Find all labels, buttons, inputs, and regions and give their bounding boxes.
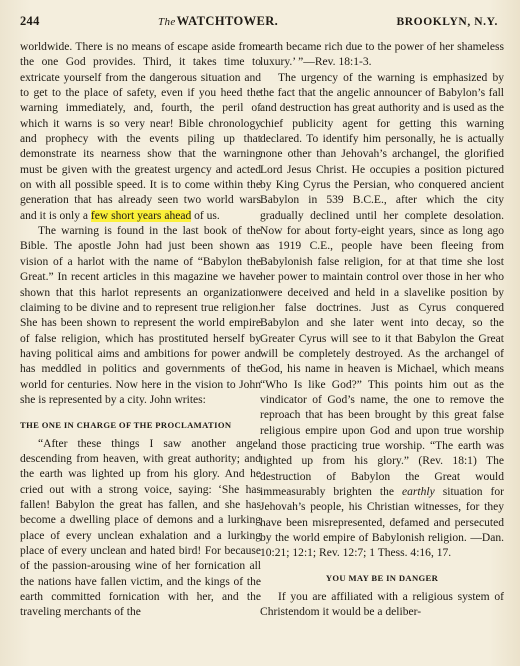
section-heading-proclamation: THE ONE IN CHARGE OF THE PROCLAMATION xyxy=(20,420,232,431)
publication-location: BROOKLYN, N.Y. xyxy=(396,16,498,28)
paragraph-1-text: worldwide. There is no means of escape aside from the one God provides. Third, it takes time to extricate yourself from the dangerous situation and to get to the place of safety, even if you heed the warning immediately, and, fourth, the peril of which it warns is so very near! Bible chronology and prophecy with the events piling up that demonstrate its nearness show that the warning must be given with the greatest urgency and acted on with all possible speed. It is to come within the generation that has already seen two world wars and it is only a xyxy=(20,41,261,222)
left-column xyxy=(20,40,261,621)
section-heading-danger: YOU MAY BE IN DANGER xyxy=(325,572,439,583)
page-number: 244 xyxy=(20,14,40,28)
masthead-the: The xyxy=(157,16,176,28)
paragraph-urgency xyxy=(260,71,504,562)
italic-word: earthly xyxy=(402,485,435,498)
highlighted-phrase: few short years ahead xyxy=(90,209,192,222)
masthead-title xyxy=(158,14,278,29)
paragraph-3: “After these things I saw another angel descending from heaven, with great authority; and the earth was lighted up from his glory. And he cried out with a strong voice, saying: ‘She has fallen! Babylon the great has fallen, and she has become a dwelling place of demons and a lurking place of every unclean exhalation and a lurking place of every unclean and hated bird! For because of the passion-arousing wine of her fornication all the nations have fallen victim, and the kings of the earth committed fornication with her, and the traveling merchants of the xyxy=(20,437,261,619)
right-column xyxy=(260,40,504,621)
paragraph-1 xyxy=(20,40,261,224)
paragraph-urgency-text: The urgency of the warning is emphasized by the fact that the angelic announcer of Babylon’s fall and destruction has great authority and is used as the chief publicity agent for getting this warning declared. To identify him personally, he is actually none other than Jehovah’s archangel, the glorified Lord Jesus Christ. He occupies a position pictured by King Cyrus the Persian, who conquered ancient Babylon in 539 B.C.E., after which the city gradually declined until her complete desolation. Now for about forty-eight years, since as long ago as 1919 C.E., people have been fleeing from Babylonish false religion, for at that time she lost her power to maintain control over those in her who were deceived and held in a slavelike position by her false doctrines. Just as Cyrus conquered Babylon and she later went into decay, so the Greater Cyrus will see to it that Babylon the Great will be completely destroyed. As the archangel of God, his name in heaven is Michael, which means “Who Is like God?” This points him out as the vindicator of God’s name, the one to remove the reproach that has been brought by this great false religious empire upon God and upon true worship and those practicing true worship. “The earth was lighted up from his glory.” (Rev. 18:1) The destruction of Babylon the Great would immeasurably brighten the xyxy=(260,71,504,498)
paragraph-danger: If you are affiliated with a religious system of Christendom it would be a deliber- xyxy=(260,591,504,619)
page-header xyxy=(20,14,498,30)
paragraph-2: The warning is found in the last book of the Bible. The apostle John had just been shown a vision of a harlot with the name of “Babylon the Great.” In recent articles in this magazine we have shown that this harlot represents an organization claiming to be divine and to represent true religion. She has been shown to represent the world empire of false religion, which has prostituted herself by having political aims and ambitions for power and has meddled in politics and governments of the world for centuries. Now here in the vision to John she is represented by a city. John writes: xyxy=(20,225,261,406)
paragraph-continued: earth became rich due to the power of her shameless luxury.’ ”—Rev. 18:1-3. xyxy=(260,41,504,69)
masthead-name: WATCHTOWER. xyxy=(176,14,279,28)
paragraph-1-end: of us. xyxy=(194,209,220,222)
paragraph-urgency-end: situation for Jehovah’s people, his Christian witnesses, for they have been misrepresented, defamed and persecuted by the world empire of Babylonish religion. —Dan. 10:21; 12:1; Rev. 12:7; 1 Thess. 4:16, 17. xyxy=(260,485,505,560)
